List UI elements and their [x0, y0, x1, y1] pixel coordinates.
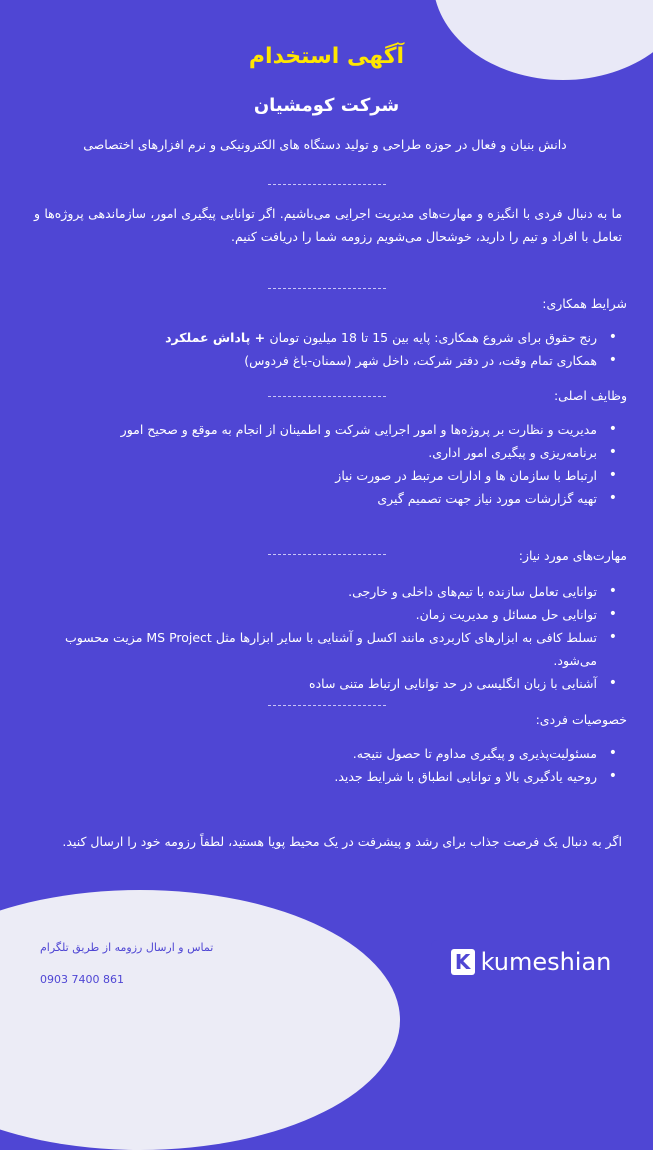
list-item: • توانایی تعامل سازنده با تیم‌های داخلی و خارجی. — [57, 580, 597, 603]
contact-phone[interactable]: 0903 7400 861 — [40, 973, 124, 986]
intro-paragraph: ما به دنبال فردی با انگیزه و مهارت‌های مدیریت اجرایی می‌باشیم. اگر توانایی پیگیری امور، سازماندهی پروژه‌ها و تعامل با افراد و تیم را دارید، خوشحال می‌شویم رزومه شما را دریافت کنیم. — [34, 206, 622, 244]
company-tagline: دانش بنیان و فعال در حوزه طراحی و تولید دستگاه های الکترونیکی و نرم افزارهای اختصاصی — [83, 137, 567, 152]
list-item: • تهیه گزارشات مورد نیاز جهت تصمیم گیری — [57, 487, 597, 510]
divider — [268, 705, 386, 706]
list-item: • آشنایی با زبان انگلیسی در حد توانایی ارتباط متنی ساده — [57, 672, 597, 695]
divider — [268, 554, 386, 555]
decorative-blob-bottom — [0, 890, 400, 1150]
divider — [268, 288, 386, 289]
list-item: • برنامه‌ریزی و پیگیری امور اداری. — [57, 441, 597, 464]
divider — [268, 396, 386, 397]
list-item: • تسلط کافی به ابزارهای کاربردی مانند اکسل و آشنایی با سایر ابزارها مثل MS Project مزیت محسوب می‌شود. — [57, 626, 597, 672]
divider — [268, 184, 386, 185]
list-item: • مدیریت و نظارت بر پروژه‌ها و امور اجرایی شرکت و اطمینان از انجام به موقع و صحیح امور — [57, 418, 597, 441]
logo-text: kumeshian — [480, 948, 612, 976]
section-title-duties: وظایف اصلی: — [553, 388, 627, 403]
list-item: • همکاری تمام وقت، در دفتر شرکت، داخل شهر (سمنان-باغ فردوس) — [57, 349, 597, 372]
closing-paragraph: اگر به دنبال یک فرصت جذاب برای رشد و پیشرفت در یک محیط پویا هستید، لطفاً رزومه خود را ارسال کنید. — [62, 834, 622, 849]
section-title-conditions: شرایط همکاری: — [542, 296, 627, 311]
section-title-skills: مهارت‌های مورد نیاز: — [518, 548, 627, 563]
list-item: • روحیه یادگیری بالا و توانایی انطباق با شرایط جدید. — [57, 765, 597, 788]
duties-list — [57, 418, 597, 510]
logo-k-icon: K — [451, 949, 475, 975]
list-item: • توانایی حل مسائل و مدیریت زمان. — [57, 603, 597, 626]
page-title: آگهی استخدام — [248, 44, 405, 69]
list-item: • رنج حقوق برای شروع همکاری: پایه بین 15 تا 18 میلیون تومان + پاداش عملکرد — [57, 326, 597, 349]
company-name: شرکت کومشیان — [253, 95, 400, 116]
company-logo — [431, 940, 631, 984]
conditions-list — [57, 326, 597, 372]
list-item: • مسئولیت‌پذیری و پیگیری مداوم تا حصول نتیجه. — [57, 742, 597, 765]
traits-list — [57, 742, 597, 788]
skills-list — [57, 580, 597, 695]
list-item: • ارتباط با سازمان ها و ادارات مرتبط در صورت نیاز — [57, 464, 597, 487]
contact-label: تماس و ارسال رزومه از طریق تلگرام — [40, 941, 214, 954]
section-title-traits: خصوصیات فردی: — [535, 712, 627, 727]
